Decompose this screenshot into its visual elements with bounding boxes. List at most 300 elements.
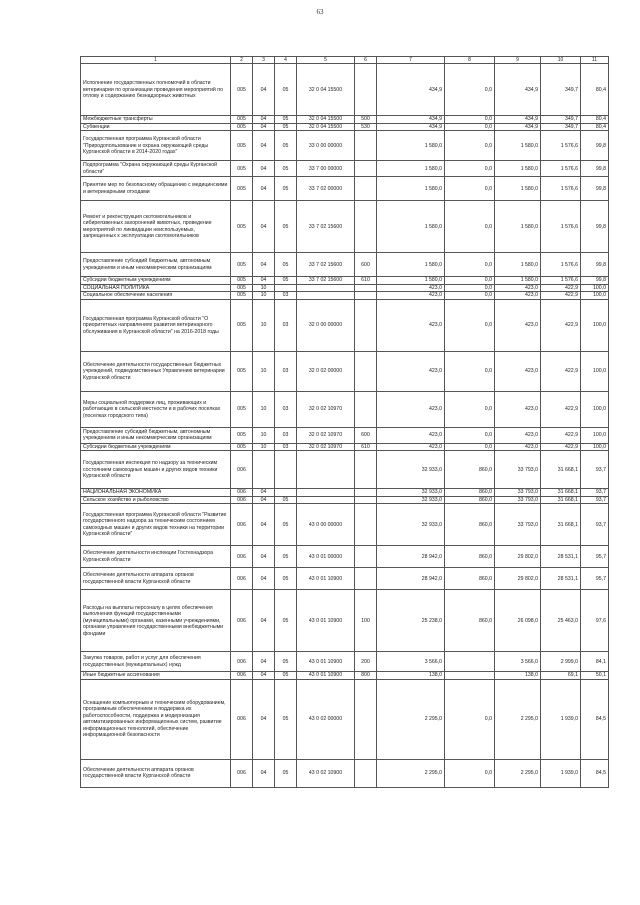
percent-value: 93,7: [581, 451, 609, 489]
table-row: [81, 451, 609, 489]
code-type: 600: [355, 253, 377, 277]
code-type: 500: [355, 116, 377, 124]
adjusted-plan-value: 1 580,0: [495, 277, 541, 285]
percent-value: 100,0: [581, 284, 609, 292]
code-target: [297, 292, 355, 300]
code-target: 32 0 00 00000: [297, 299, 355, 351]
executed-value: 28 531,1: [541, 546, 581, 568]
plan-value: 32 933,0: [377, 451, 445, 489]
change-value: 0,0: [445, 123, 495, 131]
percent-value: 99,8: [581, 161, 609, 177]
plan-value: 2 295,0: [377, 759, 445, 787]
code-subsection: 05: [275, 161, 297, 177]
adjusted-plan-value: 1 580,0: [495, 253, 541, 277]
executed-value: 349,7: [541, 64, 581, 116]
code-ministry: 005: [231, 201, 253, 253]
code-type: [355, 496, 377, 504]
code-section: [253, 451, 275, 489]
code-ministry: 006: [231, 590, 253, 652]
table-row: [81, 177, 609, 201]
code-type: [355, 759, 377, 787]
plan-value: 25 238,0: [377, 590, 445, 652]
adjusted-plan-value: 29 802,0: [495, 546, 541, 568]
code-type: [355, 284, 377, 292]
executed-value: 1 576,6: [541, 201, 581, 253]
code-ministry: 005: [231, 116, 253, 124]
code-subsection: 05: [275, 123, 297, 131]
row-name: Закупка товаров, работ и услуг для обеспечения государственных (муниципальных) нужд: [81, 652, 231, 672]
table-row: [81, 131, 609, 161]
executed-value: 28 531,1: [541, 568, 581, 590]
executed-value: 1 576,6: [541, 277, 581, 285]
percent-value: 80,4: [581, 123, 609, 131]
table-row: [81, 161, 609, 177]
code-type: [355, 679, 377, 759]
code-ministry: 006: [231, 568, 253, 590]
row-name: Обеспечение деятельности аппарата органов государственной власти Курганской области: [81, 568, 231, 590]
code-subsection: [275, 451, 297, 489]
code-type: 600: [355, 427, 377, 443]
code-ministry: 006: [231, 759, 253, 787]
code-target: 33 7 02 00000: [297, 177, 355, 201]
row-name: Оснащение компьютерным и техническим оборудованием, программным обеспечением и поддержка их работоспособности, поддержка и модернизация автоматизированных информационных систем, развитие информационных технологий, обеспечение информационной безопасности: [81, 679, 231, 759]
executed-value: 1 576,6: [541, 131, 581, 161]
plan-value: 434,9: [377, 116, 445, 124]
percent-value: 80,4: [581, 116, 609, 124]
executed-value: 422,9: [541, 427, 581, 443]
row-name: Субвенции: [81, 123, 231, 131]
plan-value: 32 933,0: [377, 496, 445, 504]
row-name: Государственная программа Курганской области "Развитие государственного надзора за техническим состоянием самоходных машин и других видов техники на территории Курганской области": [81, 504, 231, 546]
percent-value: 93,7: [581, 496, 609, 504]
adjusted-plan-value: 138,0: [495, 672, 541, 680]
row-name: Обеспечение деятельности государственных бюджетных учреждений, подведомственных Управлению ветеринарии Курганской области: [81, 351, 231, 391]
code-type: [355, 391, 377, 427]
code-target: 43 0 01 00000: [297, 546, 355, 568]
code-subsection: 05: [275, 590, 297, 652]
code-section: 04: [253, 116, 275, 124]
percent-value: 80,4: [581, 64, 609, 116]
percent-value: 100,0: [581, 351, 609, 391]
code-type: [355, 201, 377, 253]
code-type: [355, 292, 377, 300]
code-target: [297, 284, 355, 292]
code-ministry: 006: [231, 652, 253, 672]
percent-value: 100,0: [581, 299, 609, 351]
table-row: [81, 443, 609, 451]
table-row: [81, 292, 609, 300]
code-subsection: 05: [275, 131, 297, 161]
change-value: 860,0: [445, 451, 495, 489]
change-value: 0,0: [445, 201, 495, 253]
code-section: 04: [253, 504, 275, 546]
table-row: [81, 759, 609, 787]
row-name: Государственная инспекция по надзору за техническим состоянием самоходных машин и других видов техники Курганской области: [81, 451, 231, 489]
adjusted-plan-value: 423,0: [495, 292, 541, 300]
change-value: 860,0: [445, 504, 495, 546]
code-target: [297, 496, 355, 504]
code-target: 32 0 04 15500: [297, 116, 355, 124]
plan-value: 1 580,0: [377, 253, 445, 277]
code-type: [355, 546, 377, 568]
row-name: Принятие мер по безопасному обращению с медицинскими и ветеринарными отходами: [81, 177, 231, 201]
change-value: [445, 672, 495, 680]
adjusted-plan-value: 423,0: [495, 351, 541, 391]
change-value: 0,0: [445, 292, 495, 300]
table-row: [81, 123, 609, 131]
change-value: 0,0: [445, 299, 495, 351]
code-target: 33 7 02 15600: [297, 201, 355, 253]
change-value: 0,0: [445, 351, 495, 391]
code-type: [355, 299, 377, 351]
code-ministry: 005: [231, 391, 253, 427]
code-type: [355, 504, 377, 546]
percent-value: 95,7: [581, 568, 609, 590]
percent-value: 99,8: [581, 253, 609, 277]
table-row: [81, 504, 609, 546]
code-ministry: 005: [231, 277, 253, 285]
code-ministry: 005: [231, 131, 253, 161]
code-ministry: 005: [231, 299, 253, 351]
plan-value: 1 580,0: [377, 131, 445, 161]
table-row: [81, 351, 609, 391]
code-type: [355, 64, 377, 116]
adjusted-plan-value: 29 802,0: [495, 568, 541, 590]
plan-value: 423,0: [377, 391, 445, 427]
code-target: 33 0 00 00000: [297, 131, 355, 161]
column-header: 3: [253, 57, 275, 64]
change-value: 0,0: [445, 759, 495, 787]
code-type: [355, 568, 377, 590]
percent-value: 84,1: [581, 652, 609, 672]
code-type: [355, 161, 377, 177]
percent-value: 93,7: [581, 489, 609, 497]
table-row: [81, 277, 609, 285]
code-subsection: 05: [275, 546, 297, 568]
row-name: Предоставление субсидий бюджетным, автономным учреждениям и иным некоммерческим организациям: [81, 253, 231, 277]
code-type: 610: [355, 443, 377, 451]
change-value: 0,0: [445, 391, 495, 427]
code-subsection: 05: [275, 64, 297, 116]
code-subsection: 05: [275, 568, 297, 590]
adjusted-plan-value: 423,0: [495, 443, 541, 451]
code-target: 43 0 01 10900: [297, 568, 355, 590]
code-section: 04: [253, 652, 275, 672]
code-ministry: 006: [231, 504, 253, 546]
table-row: [81, 253, 609, 277]
code-subsection: 03: [275, 299, 297, 351]
percent-value: 99,8: [581, 277, 609, 285]
change-value: 0,0: [445, 427, 495, 443]
code-section: 04: [253, 759, 275, 787]
row-name: СОЦИАЛЬНАЯ ПОЛИТИКА: [81, 284, 231, 292]
code-section: 04: [253, 496, 275, 504]
code-ministry: 005: [231, 443, 253, 451]
page-number: 63: [316, 8, 324, 16]
change-value: 0,0: [445, 679, 495, 759]
adjusted-plan-value: 33 793,0: [495, 451, 541, 489]
executed-value: 69,1: [541, 672, 581, 680]
change-value: 0,0: [445, 443, 495, 451]
code-section: 04: [253, 253, 275, 277]
change-value: 860,0: [445, 568, 495, 590]
percent-value: 99,8: [581, 177, 609, 201]
code-section: 04: [253, 161, 275, 177]
code-section: 04: [253, 672, 275, 680]
code-type: 100: [355, 590, 377, 652]
row-name: Социальное обеспечение населения: [81, 292, 231, 300]
plan-value: 1 580,0: [377, 177, 445, 201]
table-row: [81, 590, 609, 652]
code-section: 10: [253, 292, 275, 300]
code-type: 800: [355, 672, 377, 680]
code-section: 04: [253, 177, 275, 201]
row-name: Обеспечение деятельности инспекции Гостехнадзора Курганской области: [81, 546, 231, 568]
table-row: [81, 64, 609, 116]
executed-value: 1 576,6: [541, 161, 581, 177]
code-target: 43 0 01 10900: [297, 590, 355, 652]
code-section: 04: [253, 201, 275, 253]
column-header: 8: [445, 57, 495, 64]
plan-value: 423,0: [377, 299, 445, 351]
change-value: 0,0: [445, 277, 495, 285]
adjusted-plan-value: 1 580,0: [495, 177, 541, 201]
change-value: 860,0: [445, 489, 495, 497]
executed-value: 1 576,6: [541, 177, 581, 201]
table-body: [81, 64, 609, 788]
plan-value: 423,0: [377, 427, 445, 443]
column-header: 5: [297, 57, 355, 64]
change-value: 0,0: [445, 64, 495, 116]
percent-value: 84,5: [581, 759, 609, 787]
code-section: 10: [253, 427, 275, 443]
row-name: Государственная программа Курганской области "Природопользование и охрана окружающей среды Курганской области в 2014-2020 годах": [81, 131, 231, 161]
table-row: [81, 672, 609, 680]
plan-value: 1 580,0: [377, 161, 445, 177]
row-name: Государственная программа Курганской области "О приоритетных направлениях развития ветеринарного обслуживания в Курганской области" на 2016-2018 годы: [81, 299, 231, 351]
column-header: 10: [541, 57, 581, 64]
plan-value: 1 580,0: [377, 277, 445, 285]
code-subsection: 05: [275, 253, 297, 277]
code-subsection: 05: [275, 759, 297, 787]
code-subsection: 03: [275, 391, 297, 427]
code-ministry: 006: [231, 489, 253, 497]
executed-value: 1 939,0: [541, 679, 581, 759]
code-subsection: [275, 489, 297, 497]
code-ministry: 005: [231, 292, 253, 300]
executed-value: 422,9: [541, 284, 581, 292]
percent-value: 97,6: [581, 590, 609, 652]
change-value: 0,0: [445, 177, 495, 201]
adjusted-plan-value: 26 098,0: [495, 590, 541, 652]
adjusted-plan-value: 33 793,0: [495, 496, 541, 504]
code-target: 32 0 02 10970: [297, 443, 355, 451]
plan-value: 423,0: [377, 292, 445, 300]
column-header: 2: [231, 57, 253, 64]
executed-value: 31 668,1: [541, 496, 581, 504]
adjusted-plan-value: 1 580,0: [495, 131, 541, 161]
executed-value: 31 668,1: [541, 504, 581, 546]
code-target: [297, 489, 355, 497]
executed-value: 422,9: [541, 391, 581, 427]
plan-value: 423,0: [377, 443, 445, 451]
code-ministry: 006: [231, 451, 253, 489]
percent-value: 100,0: [581, 391, 609, 427]
code-section: 10: [253, 443, 275, 451]
row-name: Субсидии бюджетным учреждениям: [81, 443, 231, 451]
plan-value: 28 942,0: [377, 546, 445, 568]
code-subsection: 05: [275, 679, 297, 759]
code-target: 43 0 01 10900: [297, 652, 355, 672]
adjusted-plan-value: 33 793,0: [495, 504, 541, 546]
adjusted-plan-value: 1 580,0: [495, 161, 541, 177]
code-target: 43 0 02 00000: [297, 679, 355, 759]
percent-value: 50,1: [581, 672, 609, 680]
code-ministry: 005: [231, 161, 253, 177]
code-subsection: 03: [275, 427, 297, 443]
change-value: 860,0: [445, 496, 495, 504]
plan-value: 32 933,0: [377, 504, 445, 546]
code-ministry: 005: [231, 177, 253, 201]
code-target: 32 0 04 15500: [297, 123, 355, 131]
code-section: 04: [253, 489, 275, 497]
change-value: 0,0: [445, 116, 495, 124]
code-section: 04: [253, 123, 275, 131]
code-subsection: 03: [275, 292, 297, 300]
row-name: Предоставление субсидий бюджетным, автономным учреждениям и иным некоммерческим организациям: [81, 427, 231, 443]
code-type: 610: [355, 277, 377, 285]
code-target: 32 0 02 10970: [297, 391, 355, 427]
adjusted-plan-value: 1 580,0: [495, 201, 541, 253]
code-subsection: [275, 284, 297, 292]
adjusted-plan-value: 423,0: [495, 284, 541, 292]
plan-value: 2 295,0: [377, 679, 445, 759]
row-name: Обеспечение деятельности аппарата органов государственной власти Курганской области: [81, 759, 231, 787]
row-name: Исполнение государственных полномочий в области ветеринарии по организации проведения мероприятий по отлову и содержанию безнадзорных животных: [81, 64, 231, 116]
table-row: [81, 546, 609, 568]
executed-value: 422,9: [541, 351, 581, 391]
code-target: 32 0 02 00000: [297, 351, 355, 391]
adjusted-plan-value: 434,9: [495, 116, 541, 124]
adjusted-plan-value: 423,0: [495, 391, 541, 427]
change-value: 0,0: [445, 284, 495, 292]
code-target: 33 7 00 00000: [297, 161, 355, 177]
code-section: 04: [253, 568, 275, 590]
code-subsection: 05: [275, 277, 297, 285]
code-type: 530: [355, 123, 377, 131]
executed-value: 422,9: [541, 299, 581, 351]
plan-value: 423,0: [377, 284, 445, 292]
row-name: Межбюджетные трансферты: [81, 116, 231, 124]
table-row: [81, 299, 609, 351]
percent-value: 100,0: [581, 427, 609, 443]
code-target: 43 0 00 00000: [297, 504, 355, 546]
plan-value: 32 933,0: [377, 489, 445, 497]
code-type: [355, 451, 377, 489]
code-target: 33 7 02 15600: [297, 277, 355, 285]
executed-value: 349,7: [541, 123, 581, 131]
code-target: 33 7 02 15600: [297, 253, 355, 277]
executed-value: 31 668,1: [541, 489, 581, 497]
code-section: 04: [253, 679, 275, 759]
code-section: 10: [253, 299, 275, 351]
code-ministry: 005: [231, 253, 253, 277]
budget-table: [80, 56, 609, 788]
adjusted-plan-value: 2 295,0: [495, 679, 541, 759]
code-type: [355, 489, 377, 497]
code-target: 43 0 01 10900: [297, 672, 355, 680]
table-row: [81, 201, 609, 253]
table-row: [81, 679, 609, 759]
code-ministry: 005: [231, 427, 253, 443]
percent-value: 99,8: [581, 131, 609, 161]
executed-value: 31 668,1: [541, 451, 581, 489]
code-subsection: 05: [275, 496, 297, 504]
code-section: 04: [253, 546, 275, 568]
row-name: Расходы на выплаты персоналу в целях обеспечения выполнения функций государственными (муниципальными) органами, казенными учреждениями, органами управления государственными внебюджетными фондами: [81, 590, 231, 652]
table-row: [81, 568, 609, 590]
code-type: [355, 351, 377, 391]
table-row: [81, 427, 609, 443]
plan-value: 434,9: [377, 123, 445, 131]
plan-value: 434,9: [377, 64, 445, 116]
table-header-row: [81, 57, 609, 64]
row-name: Ремонт и реконструкция скотомогильников и сибиреязвенных захоронений животных, проведение мероприятий по ликвидации неиспользуемых, запрещенных к эксплуатации скотомогильников: [81, 201, 231, 253]
plan-value: 138,0: [377, 672, 445, 680]
column-header: 1: [81, 57, 231, 64]
code-ministry: 006: [231, 496, 253, 504]
code-subsection: 05: [275, 672, 297, 680]
row-name: Сельское хозяйство и рыболовство: [81, 496, 231, 504]
change-value: 0,0: [445, 161, 495, 177]
code-ministry: 006: [231, 679, 253, 759]
executed-value: 422,9: [541, 292, 581, 300]
code-subsection: 05: [275, 504, 297, 546]
code-section: 04: [253, 590, 275, 652]
percent-value: 99,8: [581, 201, 609, 253]
code-ministry: 005: [231, 123, 253, 131]
column-header: 7: [377, 57, 445, 64]
code-section: 04: [253, 131, 275, 161]
table-row: [81, 391, 609, 427]
executed-value: 2 999,0: [541, 652, 581, 672]
adjusted-plan-value: 434,9: [495, 64, 541, 116]
code-section: 10: [253, 284, 275, 292]
plan-value: 1 580,0: [377, 201, 445, 253]
row-name: Иные бюджетные ассигнования: [81, 672, 231, 680]
code-section: 10: [253, 351, 275, 391]
column-header: 11: [581, 57, 609, 64]
column-header: 6: [355, 57, 377, 64]
change-value: 860,0: [445, 590, 495, 652]
code-subsection: 05: [275, 116, 297, 124]
change-value: 860,0: [445, 546, 495, 568]
percent-value: 95,7: [581, 546, 609, 568]
plan-value: 28 942,0: [377, 568, 445, 590]
adjusted-plan-value: 434,9: [495, 123, 541, 131]
table-row: [81, 284, 609, 292]
table-row: [81, 496, 609, 504]
plan-value: 3 566,0: [377, 652, 445, 672]
code-target: 32 0 04 15500: [297, 64, 355, 116]
table-row: [81, 489, 609, 497]
adjusted-plan-value: 33 793,0: [495, 489, 541, 497]
adjusted-plan-value: 2 295,0: [495, 759, 541, 787]
code-subsection: 05: [275, 201, 297, 253]
executed-value: 422,9: [541, 443, 581, 451]
adjusted-plan-value: 423,0: [495, 299, 541, 351]
code-section: 04: [253, 64, 275, 116]
